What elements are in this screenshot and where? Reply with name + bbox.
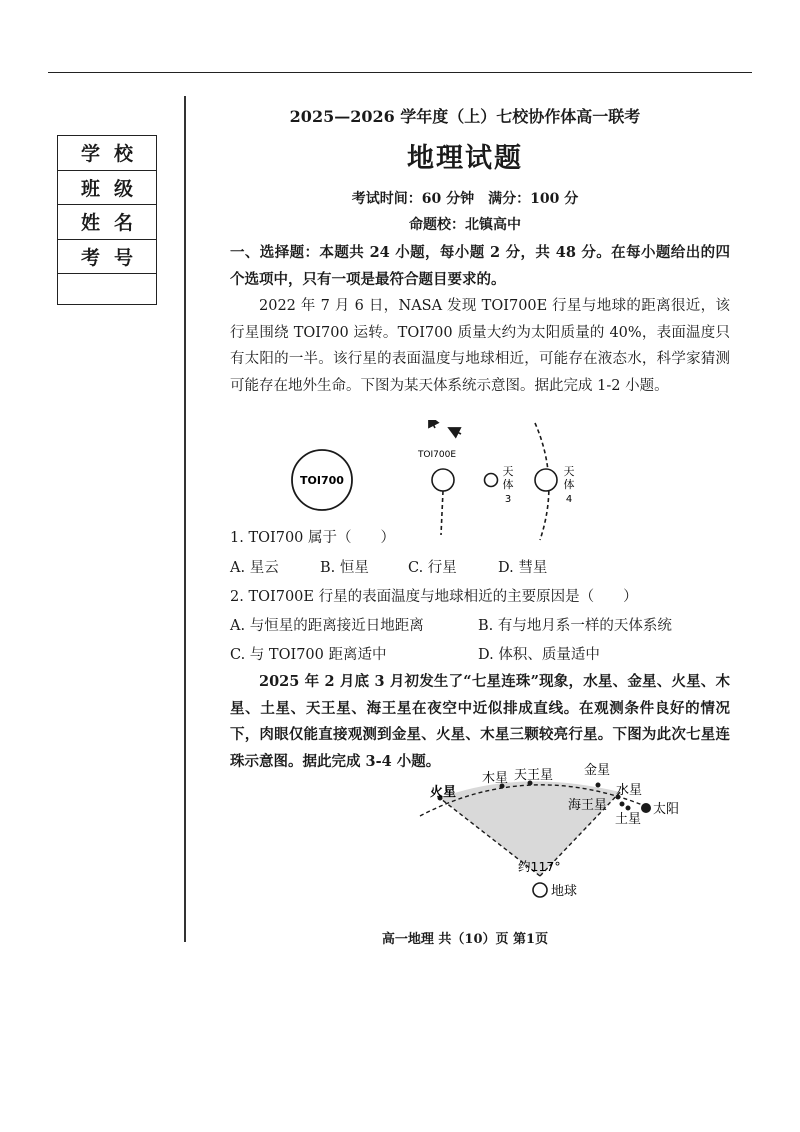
- orbit-arrow: [431, 420, 435, 428]
- page-footer: 高一地理 共（10）页 第1页: [381, 932, 549, 947]
- question-2-stem: 2. TOI700E 行星的表面温度与地球相近的主要原因是（ ）: [230, 589, 638, 605]
- mercury-label: 水星: [616, 783, 643, 798]
- planet-toi700e: [432, 469, 454, 491]
- body4-label-2: 体: [563, 478, 575, 491]
- planet-label: TOI700E: [417, 450, 457, 460]
- orbit-link: [441, 491, 443, 535]
- q2-option-a: A. 与恒星的距离接近日地距离: [230, 618, 424, 634]
- planet-alignment-diagram: [410, 758, 690, 906]
- neptune-label: 海王星: [568, 798, 608, 813]
- section-heading: 一、选择题：本题共 24 小题，每小题 2 分，共 48 分。在每小题给出的四个选项中，只有一项是最符合题目要求的。: [230, 244, 730, 288]
- jupiter-label: 木星: [482, 771, 509, 786]
- info-row-school: 学校: [58, 136, 156, 171]
- question-1-stem: 1. TOI700 属于（ ）: [230, 530, 396, 546]
- neptune-dot: [620, 802, 625, 807]
- q1-option-a: A. 星云: [230, 560, 279, 576]
- passage-1: 2022 年 7 月 6 日，NASA 发现 TOI700E 行星与地球的距离很近，该行星围绕 TOI700 运转。TOI700 质量大约为太阳质量的 40%，表面温度只有太阳的一半。该行星的表面温度与地球相近，可能存在液态水，科学家猜测可能存在地外生命。下图为某天体系统示意图。据此完成 1-2 小题。: [230, 298, 730, 394]
- q1-option-c: C. 行星: [408, 560, 457, 576]
- body3-label-3: 3: [504, 494, 512, 505]
- body4-label: 天: [563, 465, 575, 478]
- sun-label: 太阳: [653, 802, 680, 817]
- exam-info: 考试时间：60 分钟 满分：100 分: [351, 191, 579, 207]
- body3-label-2: 体: [502, 478, 514, 491]
- body4-label-3: 4: [565, 494, 573, 505]
- q1-option-d: D. 彗星: [498, 560, 548, 576]
- body-4: [535, 469, 557, 491]
- q2-option-b: B. 有与地月系一样的天体系统: [478, 618, 672, 634]
- venus-dot: [596, 783, 601, 788]
- exam-subtitle: 2025—2026 学年度（上）七校协作体高一联考: [289, 107, 641, 126]
- info-row-class: 班级: [58, 171, 156, 206]
- saturn-label: 土星: [615, 812, 642, 827]
- earth-circle: [533, 883, 547, 897]
- info-row-blank: [58, 274, 156, 304]
- passage-2: 2025 年 2 月底 3 月初发生了“七星连珠”现象，水星、金星、火星、木星、土星、天王星、海王星在夜空中近似排成直线。在观测条件良好的情况下，肉眼仅能直接观测到金星、火星、木星三颗较亮行星。下图为此次七星连珠示意图。据此完成 3-4 小题。: [230, 673, 730, 770]
- q2-option-d: D. 体积、质量适中: [478, 647, 600, 663]
- q1-option-b: B. 恒星: [320, 560, 369, 576]
- info-row-exam-number: 考号: [58, 240, 156, 275]
- earth-label: 地球: [551, 884, 578, 899]
- q2-option-c: C. 与 TOI700 距离适中: [230, 647, 387, 663]
- setter-school: 命题校：北镇高中: [409, 217, 521, 233]
- top-rule: [48, 72, 752, 73]
- uranus-label: 天王星: [514, 768, 554, 783]
- info-row-name: 姓名: [58, 205, 156, 240]
- star-label: TOI700: [300, 474, 344, 487]
- angle-label: 约117°: [518, 859, 561, 874]
- orbit-arrow-2: [453, 430, 461, 434]
- saturn-dot: [626, 806, 631, 811]
- mars-label: 火星: [430, 785, 457, 800]
- sun-dot: [641, 803, 651, 813]
- venus-label: 金星: [584, 763, 611, 778]
- body3-label: 天: [502, 465, 514, 478]
- page-title: 地理试题: [407, 143, 523, 174]
- body-3: [485, 474, 498, 487]
